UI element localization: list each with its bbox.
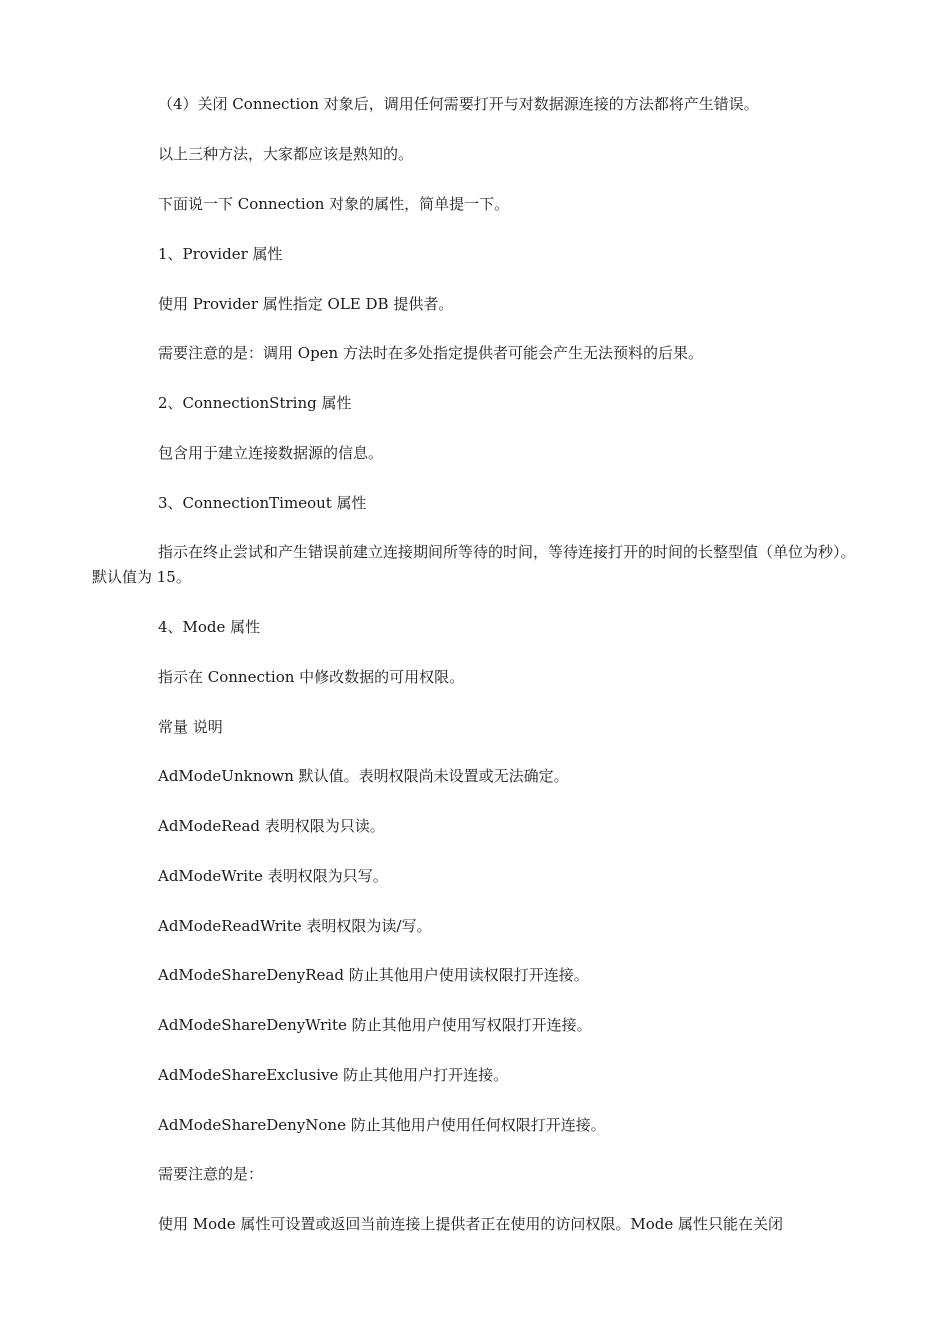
table-header-constant-description: 常量 说明 [158,718,223,736]
list-item: AdModeShareDenyWrite 防止其他用户使用写权限打开连接。 [158,1016,592,1034]
paragraph-provider-note: 需要注意的是：调用 Open 方法时在多处指定提供者可能会产生无法预料的后果。 [158,344,703,362]
paragraph-connectionstring-desc: 包含用于建立连接数据源的信息。 [158,444,384,462]
list-item: AdModeShareExclusive 防止其他用户打开连接。 [158,1066,509,1084]
paragraph-provider-desc: 使用 Provider 属性指定 OLE DB 提供者。 [158,295,454,313]
list-item: AdModeShareDenyNone 防止其他用户使用任何权限打开连接。 [158,1116,606,1134]
list-item: AdModeShareDenyRead 防止其他用户使用读权限打开连接。 [158,966,589,984]
heading-connectionstring: 2、ConnectionString 属性 [158,394,352,412]
list-item: AdModeReadWrite 表明权限为读/写。 [158,917,432,935]
paragraph-three-methods: 以上三种方法，大家都应该是熟知的。 [158,145,414,163]
heading-provider: 1、Provider 属性 [158,245,283,263]
list-item: AdModeUnknown 默认值。表明权限尚未设置或无法确定。 [158,767,569,785]
heading-connectiontimeout: 3、ConnectionTimeout 属性 [158,494,367,512]
paragraph-mode-note-label: 需要注意的是： [158,1165,264,1183]
paragraph-properties-intro: 下面说一下 Connection 对象的属性，简单提一下。 [158,195,510,213]
paragraph-mode-note: 使用 Mode 属性可设置或返回当前连接上提供者正在使用的访问权限。Mode 属性只能在关闭 [158,1215,784,1233]
paragraph-connection-close: （4）关闭 Connection 对象后，调用任何需要打开与对数据源连接的方法都将产生错误。 [158,95,759,113]
paragraph-connectiontimeout-desc: 指示在终止尝试和产生错误前建立连接期间所等待的时间，等待连接打开的时间的长整型值（单位为秒）。默认值为 15。 [92,543,856,586]
heading-mode: 4、Mode 属性 [158,618,261,636]
list-item: AdModeWrite 表明权限为只写。 [158,867,388,885]
paragraph-mode-desc: 指示在 Connection 中修改数据的可用权限。 [158,668,465,686]
list-item: AdModeRead 表明权限为只读。 [158,817,385,835]
